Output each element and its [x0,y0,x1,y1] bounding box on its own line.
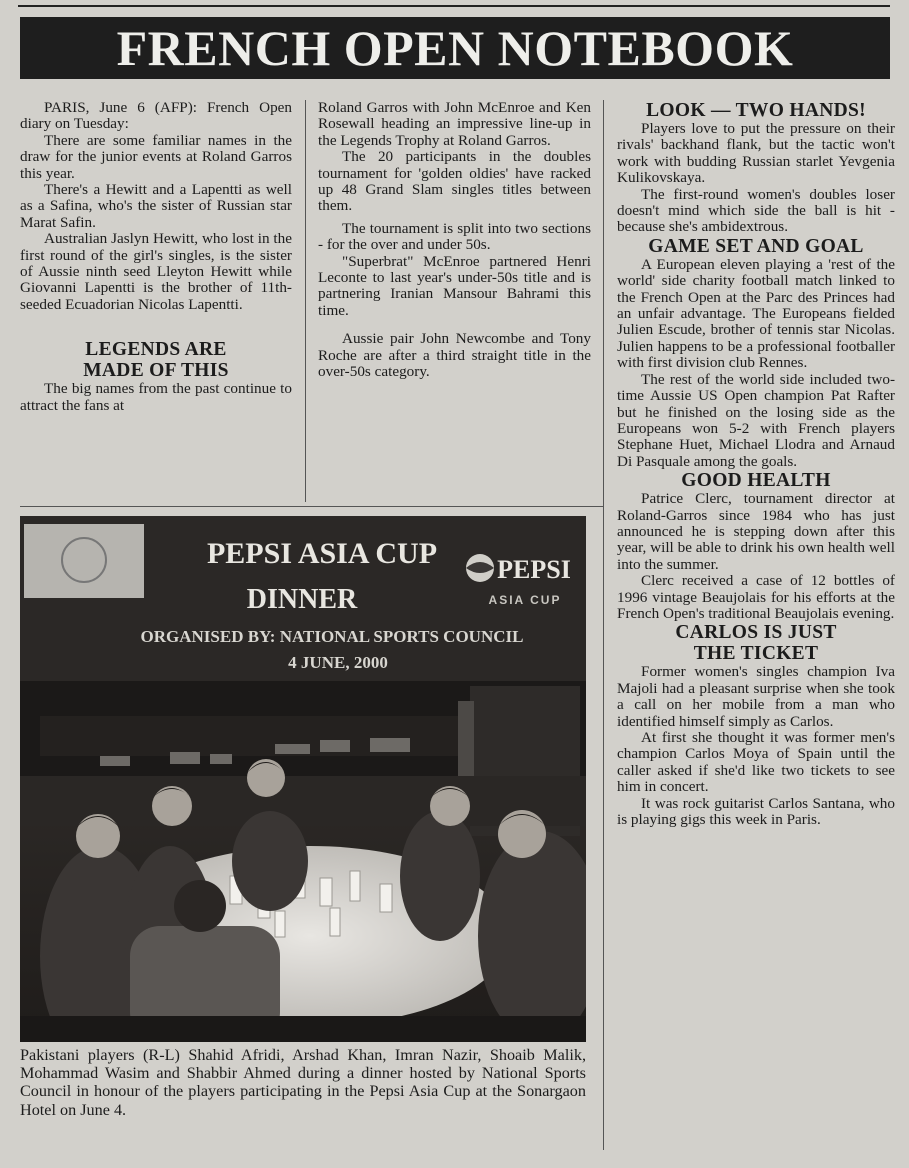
paragraph: Patrice Clerc, tournament director at Roland-Garros since 1984 who has just announced he is stepping down after this year, will be able to drink his own health well into the summer. [617,490,895,573]
page-title: FRENCH OPEN NOTEBOOK [20,17,890,79]
top-rule [18,5,890,7]
subhead-carlos-line2: THE TICKET [693,643,819,665]
subhead-game-set-goal: GAME SET AND GOAL [648,235,864,257]
subhead-good-health: GOOD HEALTH [681,470,831,492]
photo-caption: Pakistani players (R-L) Shahid Afridi, Arshad Khan, Imran Nazir, Shoaib Malik, Mohammad Wasim and Shabbir Ahmed during a dinner hosted by National Sports Council in honour of the players participating in the Pepsi Asia Cup at the Sonargaon Hotel on June 4. [20,1046,586,1119]
paragraph: At first she thought it was former men's champion Carlos Moya of Spain until the caller asked if she'd like two tickets to see him in concert. [617,729,895,796]
banner-subtitle: DINNER [246,584,358,615]
photo-illustration [20,516,586,1042]
paragraph: It was rock guitarist Carlos Santana, who is playing gigs this week in Paris. [617,794,895,829]
dinner-photo [20,516,586,1042]
photo-top-rule [20,506,603,507]
column-1 [20,100,292,414]
column-divider [305,100,306,502]
paragraph: The first-round women's doubles loser doesn't mind which side the ball is hit - because she's ambidextrous. [617,185,895,236]
paragraph: There are some familiar names in the draw for the junior events at Roland Garros this year. [20,131,292,182]
paragraph: The 20 participants in the doubles tournament for 'golden oldies' have racked up 48 Grand Slam singles titles between them. [318,148,591,215]
subhead-legends-line1: LEGENDS ARE [85,339,227,361]
paragraph: "Superbrat" McEnroe partnered Henri Leconte to last year's under-50s title and is partnering Iranian Mansour Bahrami this time. [318,252,591,319]
pepsi-logo-subtext: ASIA CUP [488,593,562,607]
paragraph: Aussie pair John Newcombe and Tony Roche are after a third straight title in the over-50s category. [318,330,591,381]
paragraph: Players love to put the pressure on their rivals' backhand flank, but the tactic won't work with budding Russian starlet Yevgenia Kulikovskaya. [617,120,895,187]
subhead-look-two-hands: LOOK — TWO HANDS! [646,100,866,121]
subhead-carlos-line1: CARLOS IS JUST [675,622,837,644]
paragraph: A European eleven playing a 'rest of the world' side charity football match linked to the French Open at the Parc des Princes had an unfair advantage. The Europeans fielded Julien Escude, brother of tennis star Nicolas. Julien happens to be a professional footballer with first division club Rennes. [617,255,895,372]
paragraph: Roland Garros with John McEnroe and Ken Rosewall heading an impressive line-up in the Legends Trophy at Roland Garros. [318,99,591,149]
column-divider [603,100,604,1150]
banner-title: PEPSI ASIA CUP [206,537,438,570]
paragraph: The big names from the past continue to attract the fans at [20,380,292,414]
paragraph: Clerc received a case of 12 bottles of 1996 vintage Beaujolais for his efforts at the French Open's traditional Beaujolais evening. [617,572,895,622]
pepsi-logo-text: PEPSI [497,555,571,584]
column-2 [318,100,591,381]
paragraph: The tournament is split into two sections - for the over and under 50s. [318,219,591,254]
column-3 [617,100,895,828]
banner-organiser: ORGANISED BY: NATIONAL SPORTS COUNCIL [140,627,524,646]
banner-date: 4 JUNE, 2000 [288,653,388,672]
paragraph: There's a Hewitt and a Lapentti as well as a Safina, who's the sister of Russian star Marat Safin. [20,181,292,231]
paragraph: Former women's singles champion Iva Majoli had a pleasant surprise when she took a call on her mobile from a man who identified himself simply as Carlos. [617,663,895,730]
paragraph: Australian Jaslyn Hewitt, who lost in the first round of the girl's singles, is the sister of Aussie ninth seed Lleyton Hewitt while Giovanni Lapentti is the brother of 11th-seeded Ecuadorian Nicolas Lapentti. [20,230,292,313]
paragraph: The rest of the world side included two-time Aussie US Open champion Pat Rafter but he finished on the losing side as the Europeans won 5-2 with French players Stephane Huet, Michael Llodra and Arnaud Di Pasquale among the goals. [617,370,895,470]
logo-board-left [24,524,144,598]
paragraph: PARIS, June 6 (AFP): French Open diary on Tuesday: [20,99,292,133]
subhead-legends-line2: MADE OF THIS [83,360,229,382]
